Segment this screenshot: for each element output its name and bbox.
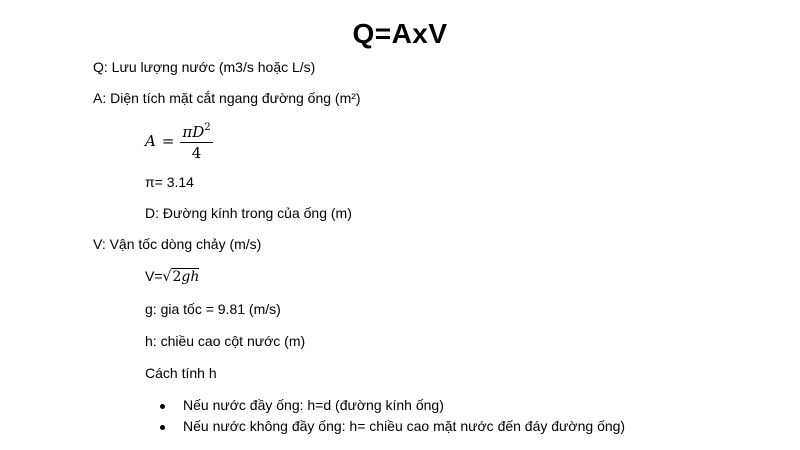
bullet-item-partial-pipe: Nếu nước không đầy ống: h= chiều cao mặt nước đến đáy đường ống) xyxy=(183,418,626,434)
area-formula-equals: = xyxy=(161,131,175,150)
how-to-compute-h: Cách tính h xyxy=(145,365,217,381)
sqrt-icon: √ xyxy=(162,269,172,285)
velocity-formula-radicand-vars: gh xyxy=(181,269,200,285)
velocity-formula xyxy=(145,268,199,285)
area-formula-exponent: 2 xyxy=(204,122,211,133)
page-title: Q=AxV xyxy=(352,18,448,49)
v-definition: V: Vận tốc dòng chảy (m/s) xyxy=(93,236,262,252)
d-definition: D: Đường kính trong của ống (m) xyxy=(145,205,352,221)
area-formula-denominator: 4 xyxy=(191,144,202,162)
a-definition: A: Diện tích mặt cắt ngang đường ống (m²) xyxy=(93,90,361,106)
bullet-icon xyxy=(160,404,165,409)
area-formula-lhs: A xyxy=(145,131,156,150)
g-definition: g: gia tốc = 9.81 (m/s) xyxy=(145,301,281,317)
area-formula-fraction xyxy=(180,119,212,162)
q-definition: Q: Lưu lượng nước (m3/s hoặc L/s) xyxy=(93,59,316,75)
h-definition: h: chiều cao cột nước (m) xyxy=(145,333,306,349)
bullet-icon xyxy=(160,425,165,430)
area-formula-numerator-text: πD xyxy=(182,123,205,141)
area-formula xyxy=(145,119,213,162)
bullet-item-full-pipe: Nếu nước đầy ống: h=d (đường kính ống) xyxy=(183,397,444,413)
pi-value: π= 3.14 xyxy=(145,174,194,190)
velocity-formula-prefix: V= xyxy=(145,268,163,284)
velocity-formula-radicand-number: 2 xyxy=(172,269,182,285)
area-formula-numerator xyxy=(180,119,212,143)
velocity-formula-sqrt xyxy=(163,268,200,285)
velocity-formula-radicand xyxy=(171,268,199,285)
